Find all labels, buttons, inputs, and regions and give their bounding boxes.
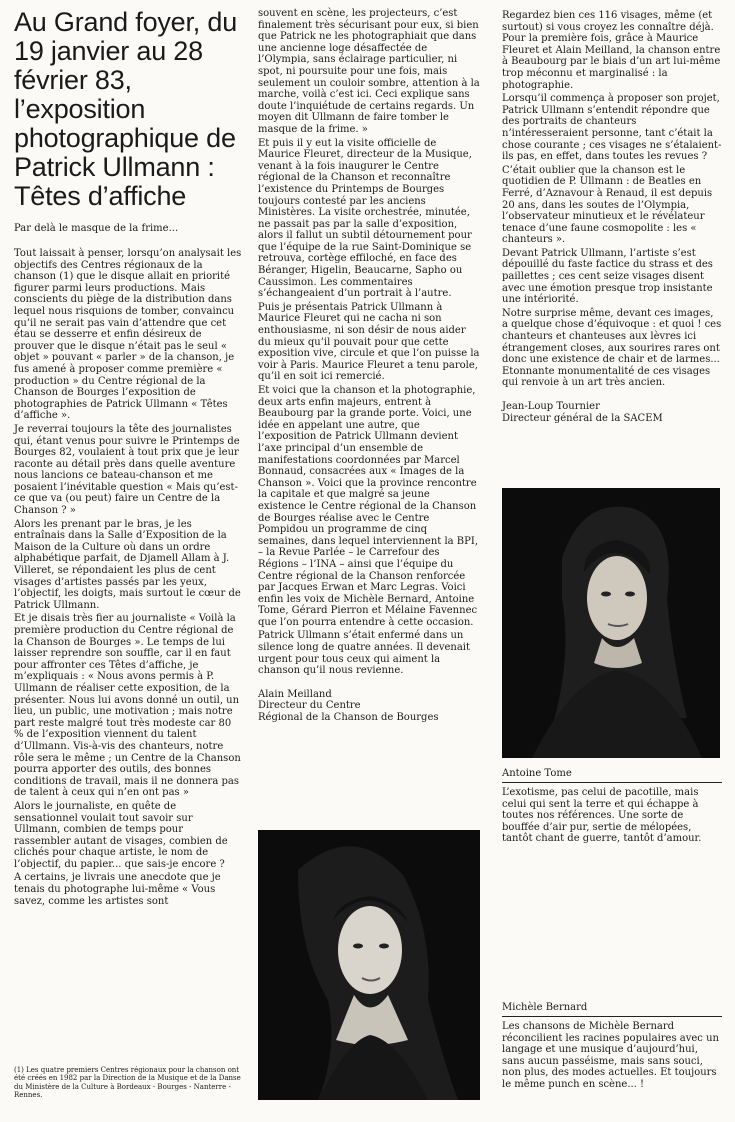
paragraph: C’était oublier que la chanson est le quotidien de P. Ullmann : de Beatles en Ferré, d’Aznavour à Renaud, il est depuis 20 ans, dans les soutes de l’Olympia, l’observateur minutieux et le révélateur tenace d’une faune cosmopolite : les « chanteurs ». <box>502 164 713 246</box>
caption-text: Les chansons de Michèle Bernard réconcilient les racines populaires avec un langage et une musique d’aujourd’hui, sans aucun passéisme, mais sans souci, non plus, des modes actuelles. Et toujours le même punch en scène... ! <box>502 1021 719 1090</box>
column-2 <box>258 8 480 724</box>
signature-name: Jean-Loup Tournier <box>502 401 600 412</box>
paragraph: Patrick Ullmann s’était enfermé dans un silence long de quatre années. Il devenait urgent pour tous ceux qui aiment la chanson qu’il nous revienne. <box>258 630 471 677</box>
column-1 <box>14 0 242 1100</box>
signature-meilland <box>258 689 480 724</box>
paragraph: Tout laissait à penser, lorsqu’on analysait les objectifs des Centres régionaux de la chanson (1) que le disque allait en priorité figurer parmi leurs productions. Mais conscients du piège de la distribution dans lequel nous risquions de tomber, convaincu qu’il ne serait pas vain d’attendre que cet étau se desserre et enfin désireux de prouver que le disque n’était pas le seul « objet » pouvant « parler » de la chanson, je fus amené à proposer comme première « production » du Centre régional de la Chanson de Bourges l’exposition de photographies de Patrick Ullmann « Têtes d’affiche ». <box>14 248 242 422</box>
signature-title: Directeur du Centre <box>258 700 361 712</box>
subtitle: Par delà le masque de la frime... <box>14 223 179 234</box>
paragraph: Et je disais très fier au journaliste « Voilà la première production du Centre régional de la Chanson de Bourges ». Le temps de lui laisser reprendre son souffle, car il en faut pour affronter ces Têtes d’affiche, je m’expliquais : « Nous avons permis à P. Ullmann de réaliser cette exposition, de la présenter. Nous lui avons donné un outil, un lieu, un public, une motivation ; mais notre part reste malgré tout très modeste car 80 % de l’exposition viennent du talent d’Ullmann. Vis-à-vis des chanteurs, notre rôle sera le même ; un Centre de la Chanson pourra apporter des outils, des bonnes conditions de travail, mais il ne donnera pas de talent à ceux qui n’en ont pas » <box>14 613 241 799</box>
paragraph: Et puis il y eut la visite officielle de Maurice Fleuret, directeur de la Musique, venant à la fois inaugurer le Centre régional de la Chanson et reconnaître l’existence du Printemps de Bourges toujours contesté par les anciens Ministères. La visite orchestrée, minutée, ne passait pas par la salle d’exposition, alors il fallut un subtil détournement pour que l’équipe de la rue Saint-Dominique se retrouva, cortège effiloché, en face des Béranger, Higelin, Beaucarne, Sapho ou Caussimon. Les commentaires s’échangeaient d’un portrait à l’autre. <box>258 137 472 300</box>
paragraph: Notre surprise même, devant ces images, a quelque chose d’équivoque : et quoi ! ces chanteurs et chanteuses aux lèvres ici étrangement closes, aux sourires rares ont donc une existence de chair et de larmes... Etonnante monumentalité de ces visages qui renvoie à un art très ancien. <box>502 307 722 389</box>
headline: Au Grand foyer, du 19 janvier au 28 février 83, l’exposition photographique de Patrick Ullmann : Têtes d’affiche <box>14 7 238 211</box>
photo-michele-bernard <box>258 830 480 1100</box>
photo-antoine-tome <box>502 488 720 758</box>
column-3 <box>502 10 722 424</box>
caption-name: Antoine Tome <box>502 764 722 783</box>
signature-title: Régional de la Chanson de Bourges <box>258 712 439 724</box>
caption-text: L’exotisme, pas celui de pacotille, mais celui qui sent la terre et qui échappe à toutes nos références. Une sorte de bouffée d’air pur, sertie de mélopées, tantôt chant de guerre, tantôt d’amour. <box>502 787 702 845</box>
paragraph: Je reverrai toujours la tête des journalistes qui, étant venus pour suivre le Printemps de Bourges 82, voulaient à tout prix que je leur raconte au détail près dans quelle aventure nous lancions ce bateau-chanson et me posaient l’inévitable question « Mais qu’est-ce que va (ou peut) faire un Centre de la Chanson ? » <box>14 423 240 517</box>
signature-name: Alain Meilland <box>258 688 332 700</box>
paragraph: Puis je présentais Patrick Ullmann à Maurice Fleuret qui ne cacha ni son enthousiasme, ni son désir de nous aider du mieux qu’il pouvait pour que cette exposition vive, circule et que l’on puisse la voir à Paris. Maurice Fleuret a tenu parole, qu’il en soit ici remercié. <box>258 301 480 383</box>
caption-michele <box>502 998 722 1091</box>
portrait-man-image <box>502 488 720 758</box>
signature-tournier <box>502 401 722 424</box>
paragraph: Regardez bien ces 116 visages, même (et surtout) si vous croyez les connaître déjà. Pour la première fois, grâce à Maurice Fleuret et Alain Meilland, la chanson entre à Beaubourg par le biais d’un art lui-même trop méconnu et marginalisé : la photographie. <box>502 10 721 91</box>
paragraph: Devant Patrick Ullmann, l’artiste s’est dépouillé du faste factice du strass et des paillettes ; ces cent seize visages disent avec une émotion presque trop insistante une intériorité. <box>502 247 713 306</box>
paragraph: Et voici que la chanson et la photographie, deux arts enfin majeurs, entrent à Beaubourg par la grande porte. Voici, une idée en appelant une autre, que l’exposition de Patrick Ullmann devient l’axe principal d’un ensemble de manifestations coordonnées par Marcel Bonnaud, consacrées aux « Images de la Chanson ». Voici que la province rencontre la capitale et que malgré sa jeune existence le Centre régional de la Chanson de Bourges réalise avec le Centre Pompidou un programme de cinq semaines, dans lequel interviennent la BPI, – la Revue Parlée – le Carrefour des Régions – l’INA – ainsi que l’équipe du Centre régional de la Chanson renforcée par Jacques Erwan et Marc Legras. Voici enfin les voix de Michèle Bernard, Antoine Tome, Gérard Pierron et Mélaine Favennec que l’on pourra entendre à cette occasion. <box>258 385 479 628</box>
paragraph: A certains, je livrais une anecdote que je tenais du photographe lui-même « Vous savez, comme les artistes sont <box>14 872 221 907</box>
footnote: (1) Les quatre premiers Centres régionaux pour la chanson ont été créés en 1982 par la Direction de la Musique et de la Danse du Ministère de la Culture à Bordeaux - Bourges - Nanterre - Rennes. <box>14 1066 241 1100</box>
caption-name: Michèle Bernard <box>502 998 722 1017</box>
paragraph: souvent en scène, les projecteurs, c’est finalement très sécurisant pour eux, si bien que Patrick ne les photographiait que dans une ancienne loge désaffectée de l’Olympia, sans éclairage particulier, ni spot, ni poursuite pour une fois, mais seulement un couloir sombre, attention à la marche, voilà c’est ici. Ceci explique sans doute l’inquiétude de certains regards. Un moyen dit Ullmann de faire tomber le masque de la frime. » <box>258 8 480 135</box>
portrait-woman-image <box>258 830 480 1100</box>
paragraph: Alors le journaliste, en quête de sensationnel voulait tout savoir sur Ullmann, combien de temps pour rassembler autant de visages, combien de clichés pour chaque artiste, le nom de l’objectif, du papier... que sais-je encore ? <box>14 800 228 870</box>
paragraph: Lorsqu’il commença à proposer son projet, Patrick Ullmann s’entendit répondre que des portraits de chanteurs n’intéresseraient personne, tant c’était la chose courante ; ces visages ne s’étalaient-ils pas, en effet, dans toutes les revues ? <box>502 93 722 163</box>
signature-title: Directeur général de la SACEM <box>502 412 663 424</box>
caption-antoine <box>502 764 722 845</box>
paragraph: Alors les prenant par le bras, je les entraînais dans la Salle d’Exposition de la Maison de la Culture où dans un ordre alphabétique parfait, de Djamell Allam à J. Villeret, se répondaient les plus de cent visages d’artistes passés par les yeux, l’objectif, les doigts, mais surtout le cœur de Patrick Ullmann. <box>14 518 241 611</box>
